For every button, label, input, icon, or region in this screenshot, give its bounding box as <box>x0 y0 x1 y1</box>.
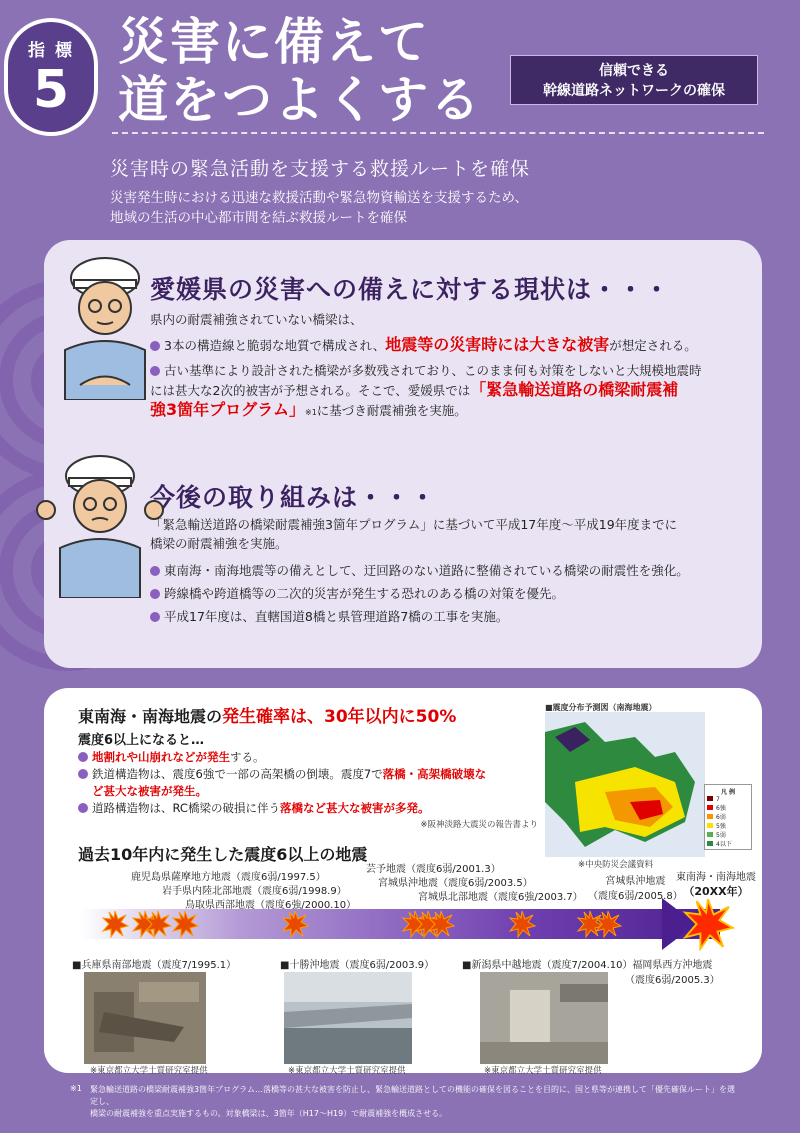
current-intro: 県内の耐震補強されていない橋梁は、 <box>150 312 363 327</box>
future-heading: 今後の取り組みは・・・ <box>150 483 437 512</box>
future-intro-2: 橋梁の耐震補強を実施。 <box>150 536 288 551</box>
legend-item <box>707 830 749 839</box>
legend-item <box>707 803 749 812</box>
marker-tonankai <box>685 899 733 948</box>
desc-line1: 災害発生時における迅速な救援活動や緊急物資輸送を支援するため、 <box>110 190 528 206</box>
text: する。 <box>230 750 265 764</box>
highlight: 地震等の災害時には大きな被害 <box>385 335 610 354</box>
current-body <box>150 310 750 422</box>
event-niigata: ■新潟県中越地震（震度7/2004.10） <box>462 960 633 971</box>
photo-tokachi <box>284 972 412 1064</box>
text: 3本の構造線と脆弱な地質で構成され、 <box>164 338 386 353</box>
bullet-dot <box>150 612 160 622</box>
bullet-dot <box>78 803 88 813</box>
marker-hyogo <box>103 911 128 937</box>
page-title-line2: 道をつよくする <box>118 71 482 129</box>
legend-label: 6弱 <box>716 814 726 821</box>
section-description <box>110 188 528 228</box>
text: （震度6弱/2005.8） <box>588 891 683 902</box>
legend-item <box>707 796 749 803</box>
event-hyogo: ■兵庫県南部地震（震度7/1995.1） <box>72 960 237 971</box>
category-tag <box>510 55 758 105</box>
map-title: ■震度分布予測図（南海地震） <box>545 703 657 712</box>
legend-item <box>707 821 749 830</box>
text: に基づき耐震補強を実施。 <box>316 403 467 418</box>
tag-line2: 幹線道路ネットワークの確保 <box>543 83 725 99</box>
legend-label: 4以下 <box>716 841 732 848</box>
event-tokachi: ■十勝沖地震（震度6弱/2003.9） <box>280 960 435 971</box>
legend-label: 6強 <box>716 805 726 812</box>
section-subtitle: 災害時の緊急活動を支援する救援ルートを確保 <box>110 158 531 180</box>
intensity-map <box>545 712 705 857</box>
divider <box>112 132 764 134</box>
legend-label: 5強 <box>716 823 726 830</box>
bullet-dot <box>150 366 160 376</box>
highlight: 強3箇年プログラム」 <box>150 400 305 419</box>
highlight: 発生確率は、30年以内に50% <box>222 707 457 727</box>
future-bullet-1 <box>150 561 750 580</box>
text: 福岡県西方沖地震 <box>632 960 713 971</box>
event-miyagi-oki: 宮城県沖地震（震度6弱/2003.5） <box>378 878 533 889</box>
legend-swatch <box>707 805 713 810</box>
legend-swatch <box>707 823 713 828</box>
legend-swatch <box>707 814 713 819</box>
event-kagoshima: 鹿児島県薩摩地方地震（震度6弱/1997.5） <box>131 872 326 883</box>
note-mark: ※1 <box>304 408 317 417</box>
worker-icon <box>50 250 160 400</box>
text: には甚大な2次的被害が予想される。そこで、愛媛県では <box>150 383 471 398</box>
photo-credit-3: ※東京都立大学土質研究室提供 <box>484 1066 602 1076</box>
photo-niigata <box>480 972 608 1064</box>
bullet-dot <box>150 589 160 599</box>
event-tonankai <box>676 868 756 899</box>
text: （20XX年） <box>683 885 749 898</box>
marker-tottori <box>173 911 198 937</box>
footnote-line2: 橋梁の耐震補強を重点実施するもの。対象橋梁は、3箇年（H17～H19）で耐震補強を概成させる。 <box>90 1109 448 1118</box>
legend-title: 凡 例 <box>720 789 736 796</box>
current-bullet-2 <box>150 361 750 422</box>
tag-line1: 信頼できる <box>599 63 669 79</box>
text: 道路構造物は、RC橋梁の破損に伴う <box>92 801 280 815</box>
indicator-badge <box>4 18 98 136</box>
desc-line2: 地域の生活の中心都市間を結ぶ救援ルートを確保 <box>110 210 407 226</box>
highlight: 落橋など甚大な被害が多発。 <box>279 801 430 815</box>
effect-1 <box>78 749 538 766</box>
highlight: 落橋・高架橋破壊な <box>382 767 487 781</box>
map-source: ※中央防災会議資料 <box>578 860 654 870</box>
indicator-number: 5 <box>32 60 70 120</box>
photo-credit-1: ※東京都立大学土質研究室提供 <box>90 1066 208 1076</box>
future-body <box>150 515 750 626</box>
photo-hyogo <box>84 972 206 1064</box>
footnote-mark: ※1 <box>70 1084 82 1093</box>
text: （震度6弱/2005.3） <box>625 975 720 986</box>
worker-cheer-icon <box>34 448 164 598</box>
bullet-dot <box>78 752 88 762</box>
quake-sub: 震度6以上になると… <box>78 733 205 748</box>
legend-swatch <box>707 796 713 801</box>
footnote-line1: 緊急輸送道路の橋梁耐震補強3箇年プログラム…落橋等の甚大な被害を防止し、緊急輸送道路としての機能の確保を図ることを目的に、国と県等が連携して「優先確保ルート」を選定し、 <box>90 1085 736 1106</box>
highlight: 「緊急輸送道路の橋梁耐震補 <box>470 380 679 399</box>
legend-item <box>707 812 749 821</box>
text: が想定される。 <box>609 338 697 353</box>
quake-heading <box>78 702 456 727</box>
event-miyagi-north: 宮城県北部地震（震度6強/2003.7） <box>418 892 583 903</box>
highlight: 地割れや山崩れなどが発生 <box>92 750 230 764</box>
quake-markers <box>60 896 760 956</box>
text: 東南海・南海地震等の備えとして、迂回路のない道路に整備されている橋梁の耐震性を強化。 <box>164 563 689 578</box>
map-legend <box>704 784 752 850</box>
current-bullet-1 <box>150 335 750 355</box>
legend-swatch <box>707 841 713 846</box>
quake-effects <box>78 732 538 834</box>
event-iwate: 岩手県内陸北部地震（震度6弱/1998.9） <box>162 886 347 897</box>
legend-swatch <box>707 832 713 837</box>
text: 跨線橋や跨道橋等の二次的災害が発生する恐れのある橋の対策を優先。 <box>164 586 565 601</box>
marker-fukuoka <box>578 911 603 937</box>
text: 宮城県沖地震 <box>605 876 666 887</box>
event-fukuoka <box>625 956 720 986</box>
photo-credit-2: ※東京都立大学土質研究室提供 <box>288 1066 406 1076</box>
event-geiyo: 芸予地震（震度6弱/2001.3） <box>366 864 501 875</box>
text: 鉄道構造物は、震度6強で一部の高架橋の倒壊。震度7で <box>92 767 383 781</box>
effect-3 <box>78 800 538 817</box>
bullet-dot <box>150 566 160 576</box>
text: 平成17年度は、直轄国道8橋と県管理道路7橋の工事を実施。 <box>164 609 509 624</box>
timeline-heading: 過去10年内に発生した震度6以上の地震 <box>78 845 368 864</box>
future-bullet-2 <box>150 584 750 603</box>
footnote <box>90 1084 740 1120</box>
legend-label: 7 <box>716 796 720 803</box>
bullet-dot <box>150 341 160 351</box>
future-intro-1: 「緊急輸送道路の橋梁耐震補強3箇年プログラム」に基づいて平成17年度～平成19年度までに <box>150 517 678 532</box>
text: 古い基準により設計された橋梁が多数残されており、このまま何も対策をしないと大規模地震時 <box>164 363 702 378</box>
current-heading: 愛媛県の災害への備えに対する現状は・・・ <box>150 275 671 304</box>
marker-geiyo <box>283 911 308 937</box>
future-bullet-3 <box>150 607 750 626</box>
text: 東南海・南海地震の <box>78 707 223 726</box>
bullet-dot <box>78 769 88 779</box>
indicator-label: 指 標 <box>28 41 74 61</box>
legend-item <box>707 839 749 848</box>
effect-2 <box>78 766 538 800</box>
legend-list <box>707 796 749 848</box>
highlight: ど甚大な被害が発生。 <box>92 784 207 798</box>
page-title-line1: 災害に備えて <box>118 13 430 71</box>
event-tottori: 鳥取県西部地震（震度6強/2000.10） <box>185 900 357 911</box>
marker-niigata <box>510 911 535 937</box>
legend-label: 5弱 <box>716 832 726 839</box>
text: 東南海・南海地震 <box>676 872 756 883</box>
source-note: ※阪神淡路大震災の報告書より <box>420 820 538 830</box>
